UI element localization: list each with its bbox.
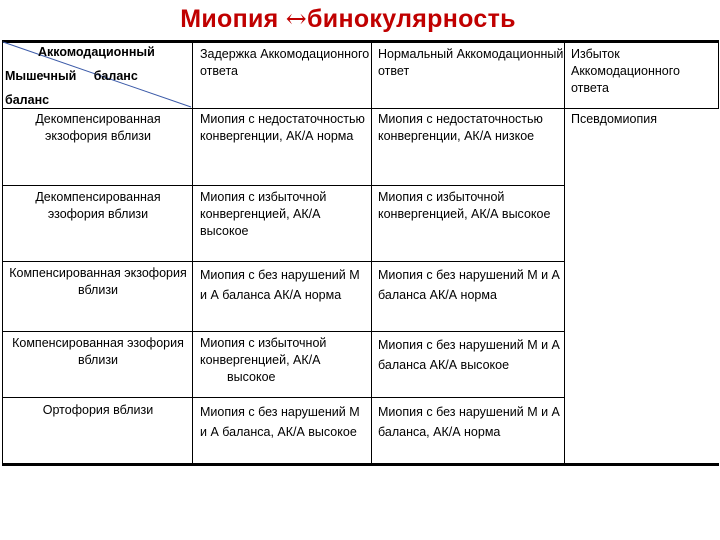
- row4-normal: Миопия с без нарушений М и А баланса АК/А высокое: [378, 338, 560, 372]
- row1-delay: Миопия с недостаточностью конвергенции, АК/А норма: [200, 112, 365, 143]
- row1-balance: Декомпенсированная экзофория вблизи: [35, 112, 161, 143]
- corner-label-balance: баланс: [5, 93, 50, 107]
- row1-excess: Псевдомиопия: [571, 112, 657, 126]
- header-normal: Нормальный Аккомодационный ответ: [378, 47, 564, 78]
- title-left: Миопия: [180, 5, 286, 33]
- row5-normal: Миопия с без нарушений М и А баланса, АК/А норма: [378, 405, 560, 439]
- column-divider-2: [371, 40, 372, 466]
- row1-normal: Миопия с недостаточностью конвергенции, АК/А низкое: [378, 112, 543, 143]
- bidirectional-arrow-icon: ↔: [285, 4, 308, 33]
- page-title: [0, 4, 696, 34]
- row-divider-2: [2, 261, 565, 262]
- table-bottom-border: [2, 463, 719, 466]
- row-divider-1: [2, 185, 565, 186]
- row5-balance: Ортофория вблизи: [42, 403, 154, 417]
- corner-label-accommodation: Аккомодационный: [38, 45, 155, 59]
- row2-normal: Миопия с избыточной конвергенцией, АК/А высокое: [378, 190, 551, 221]
- column-divider-3: [564, 40, 565, 466]
- column-divider-1: [192, 40, 193, 466]
- row3-delay: Миопия с без нарушений М и А баланса АК/А норма: [200, 268, 360, 302]
- row2-balance: Декомпенсированная эзофория вблизи: [35, 190, 161, 221]
- row4-delay: Миопия с избыточной конвергенцией, АК/А высокое: [200, 336, 327, 384]
- title-right: бинокулярность: [307, 5, 516, 33]
- corner-label-muscle: Мышечный баланс: [5, 69, 138, 83]
- row5-delay: Миопия с без нарушений М и А баланса, АК/А высокое: [200, 405, 360, 439]
- table-right-border: [718, 40, 719, 108]
- row-divider-4: [2, 397, 565, 398]
- myopia-table: [2, 40, 719, 466]
- row4-balance: Компенсированная эзофория вблизи: [12, 336, 184, 367]
- row3-balance: Компенсированная экзофория вблизи: [9, 266, 187, 297]
- header-excess: Избыток Аккомодационного ответа: [571, 47, 680, 95]
- row2-delay: Миопия с избыточной конвергенцией, АК/А высокое: [200, 190, 327, 238]
- row3-normal: Миопия с без нарушений М и А баланса АК/А норма: [378, 268, 560, 302]
- header-delay: Задержка Аккомодационного ответа: [200, 47, 370, 78]
- row-divider-3: [2, 331, 565, 332]
